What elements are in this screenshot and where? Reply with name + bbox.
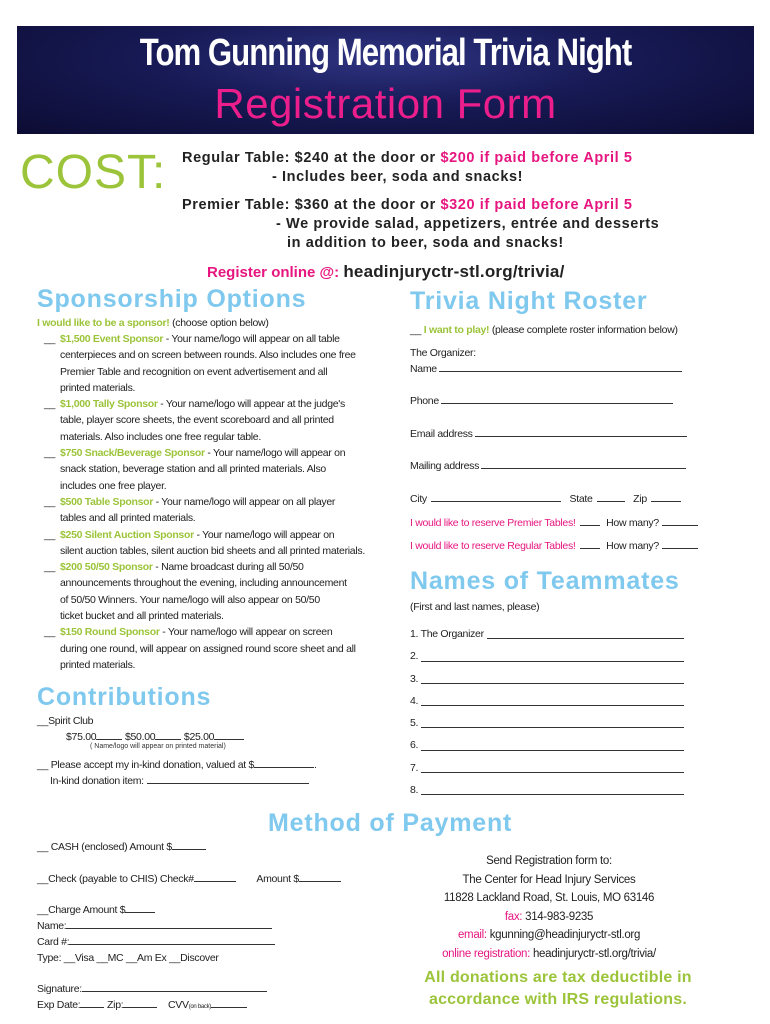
sponsor-option-name: $750 Snack/Beverage Sponsor [60,447,205,460]
inkind-value-field[interactable] [254,757,314,768]
regular-early-price: $200 if paid before April 5 [440,150,633,166]
cash-row [37,839,206,855]
sponsor-option-line [44,641,364,657]
teammate-name-field[interactable] [421,661,684,662]
sponsor-intro-highlight: I would like to be a sponsor! [37,317,170,329]
teammate-row [410,642,700,664]
regular-reserve-label: I would like to reserve Regular Tables! [410,540,576,552]
zip-label: Zip [633,493,647,505]
amount-50[interactable]: $50.00 [124,731,156,743]
cash-label: __ CASH (enclosed) Amount $ [37,841,172,853]
signature-label: Signature: [37,983,82,995]
charge-row [37,902,155,918]
check-row [37,871,341,887]
inkind-donation-label: __ Please accept my in-kind donation, valued at $ [37,759,255,771]
sponsor-option-description: ticket bucket and all printed materials. [60,610,224,623]
amount-75-blank[interactable] [96,729,122,740]
card-number-row [37,934,275,950]
card-name-label: Name: [37,920,67,932]
sponsor-option-line [44,396,364,412]
cvv-note: (on back) [188,1004,211,1010]
sponsor-option-line [44,657,364,673]
contributions-heading: Contributions [37,683,212,711]
sponsor-option-line [44,412,364,428]
sponsor-option-description: materials. Also includes one free regular table. [60,430,261,443]
sponsor-option-description: Premier Table and recognition on event advertisement and all [60,365,328,378]
organizer-name-field[interactable] [439,361,682,372]
tax-line-2: accordance with IRS regulations. [428,991,688,1008]
email-line [396,926,702,945]
city-state-zip-row [410,491,681,507]
sponsor-option-description: silent auction tables, silent auction bid sheets and all printed materials. [60,544,365,557]
form-title: Registration Form [214,80,557,127]
premier-table-note-2: in addition to beer, soda and snacks! [287,235,564,251]
sponsor-option-checkbox[interactable]: __ [44,528,56,541]
sponsor-option-line [44,559,364,575]
sponsor-option-name: $250 Silent Auction Sponsor [60,528,194,541]
state-field[interactable] [597,491,625,502]
regular-how-many-label: How many? [606,540,659,552]
city-field[interactable] [431,491,561,502]
card-number-label: Card #: [37,936,70,948]
inkind-item [50,773,309,789]
fax-line [396,908,702,927]
teammate-row [410,620,700,642]
teammate-name-field[interactable] [421,727,684,728]
email-label: Email address [410,428,473,440]
teammate-name-field[interactable] [421,705,684,706]
sponsor-option [44,396,364,445]
sponsor-option-description: - Your name/logo will appear on all table [163,333,340,345]
charge-label: __Charge Amount $ [37,904,126,916]
check-number-field[interactable] [194,871,236,882]
cvv-label: CVV [167,999,189,1011]
check-amount-field[interactable] [299,871,341,882]
teammate-row [410,665,700,687]
teammate-label: 1. The Organizer [410,628,484,640]
org-name: The Center for Head Injury Services [462,873,636,886]
sponsor-option-line [44,364,364,380]
cash-amount-field[interactable] [172,839,206,850]
sponsor-intro [37,315,269,331]
want-to-play-text: (please complete roster information below) [489,324,678,336]
sponsor-option-line [44,527,364,543]
sponsor-option-description: snack station, beverage station and all printed materials. Also [60,463,326,476]
email-address[interactable]: kgunning@headinjuryctr-stl.org [486,929,641,942]
online-label: online registration: [442,947,531,960]
sponsor-option-description: - Name broadcast during all 50/50 [152,561,304,574]
sponsor-option [44,331,364,396]
teammate-name-field[interactable] [487,638,684,639]
send-to: Send Registration form to: [486,855,612,867]
sponsor-option-description: - Your name/logo will appear on all player [153,495,336,508]
mailing-label: Mailing address [410,460,480,472]
sponsor-intro-text: (choose option below) [169,317,269,329]
card-zip-label: Zip: [107,999,124,1011]
sponsor-option-name: $1,500 Event Sponsor [60,333,164,345]
regular-table-note: - Includes beer, soda and snacks! [272,169,524,185]
check-label: __Check (payable to CHIS) Check# [37,873,194,885]
sponsor-option-description: of 50/50 Winners. Your name/logo will also appear on 50/50 [60,593,320,606]
signature-field[interactable] [82,981,267,992]
organizer-label: The Organizer: [410,347,476,359]
teammates-list [410,620,700,798]
sponsor-option-name: $1,000 Tally Sponsor [60,398,158,411]
premier-early-price: $320 if paid before April 5 [440,197,633,213]
sponsor-option [44,559,364,624]
regular-table-price [182,150,633,166]
city-label: City [410,493,427,505]
want-to-play-highlight: I want to play! [423,324,490,336]
sponsor-option-description: table, player score sheets, the event scoreboard and all printed [60,414,334,427]
sponsor-option-checkbox[interactable]: __ [44,495,56,508]
mailing-field[interactable] [481,458,686,469]
sponsor-option [44,527,364,560]
email-label-pay: email: [457,929,487,942]
card-name-row [37,918,272,934]
phone-field[interactable] [441,393,673,404]
sponsor-option-description: - Your name/logo will appear on screen [159,626,333,639]
sponsor-option-checkbox[interactable]: __ [44,333,56,345]
teammates-note: (First and last names, please) [410,601,540,613]
premier-reserve-field[interactable] [580,515,600,526]
premier-price-text: Premier Table: $360 at the door or [182,197,441,213]
phone-row [410,393,673,409]
sponsor-option-checkbox[interactable]: __ [44,398,56,411]
inkind-item-label: In-kind donation item: [50,775,144,787]
sponsor-option-line [44,575,364,591]
teammate-label: 3. [410,672,419,685]
online-url[interactable]: headinjuryctr-stl.org/trivia/ [530,947,656,960]
mailing-row [410,458,686,474]
sponsor-option-description: - Your name/logo will appear on [204,447,346,460]
teammate-row [410,709,700,731]
tax-line-1: All donations are tax deductible in [424,969,692,986]
fax-number: 314-983-9235 [522,910,594,923]
teammate-name-field[interactable] [421,772,684,773]
sponsor-option-line [44,510,364,526]
sponsor-option-description: includes one free player. [60,479,167,492]
sponsor-option-line [44,478,364,494]
sponsor-option-description: - Your name/logo will appear on [193,528,335,541]
card-zip-field[interactable] [123,997,157,1008]
teammate-row [410,687,700,709]
teammate-label: 7. [410,761,419,774]
premier-reserve-row [410,515,698,531]
sponsor-option-description: printed materials. [60,658,136,671]
sponsor-option-line [44,543,364,559]
online-line [396,945,702,964]
premier-table-price [182,197,633,213]
sponsor-option-checkbox[interactable]: __ [44,626,56,639]
premier-table-note-1: - We provide salad, appetizers, entrée and desserts [276,216,660,232]
regular-reserve-row [410,538,698,554]
zip-field[interactable] [651,491,681,502]
want-to-play-blank[interactable]: __ [410,324,422,336]
sponsor-option-line [44,445,364,461]
sponsor-option-line [44,331,364,347]
sponsor-option-name: $150 Round Sponsor [60,626,160,639]
sponsor-option-line [44,461,364,477]
payment-heading: Method of Payment [268,809,513,837]
sponsor-option-line [44,380,364,396]
sponsor-option-line [44,608,364,624]
premier-reserve-label: I would like to reserve Premier Tables! [410,517,576,529]
sponsor-option-line [44,624,364,640]
sponsor-option-checkbox[interactable]: __ [44,561,56,574]
email-field[interactable] [475,426,687,437]
spirit-club-option[interactable]: __Spirit Club [37,715,94,727]
sponsor-option-line [44,494,364,510]
signature-row [37,981,267,997]
sponsor-options-list [44,331,364,673]
sponsor-option-line [44,592,364,608]
email-row [410,426,687,442]
sponsor-option [44,494,364,527]
check-amount-label: Amount $ [256,873,299,885]
regular-price-text: Regular Table: $240 at the door or [182,150,441,166]
sponsor-option [44,624,364,673]
sponsor-option-name: $200 50/50 Sponsor [60,561,153,574]
sponsor-option-line [44,429,364,445]
mailing-info [396,852,702,964]
sponsorship-heading: Sponsorship Options [37,285,307,313]
sponsor-option-description: tables and all printed materials. [60,512,196,525]
inkind-donation: __ Please accept my in-kind donation, valued at $ . [37,759,317,771]
amount-75[interactable]: $75.00 [66,731,97,743]
premier-how-many-field[interactable] [662,515,698,526]
register-online-label: Register online @: [207,264,340,281]
sponsor-option-line [44,347,364,363]
teammate-name-field[interactable] [421,683,684,684]
tax-deductible-note [380,967,736,1011]
teammate-label: 4. [410,694,419,707]
premier-how-many-label: How many? [606,517,659,529]
card-number-field[interactable] [69,934,275,945]
state-label: State [569,493,593,505]
teammate-label: 8. [410,784,419,797]
roster-heading: Trivia Night Roster [410,287,648,315]
amount-25-blank[interactable] [214,729,244,740]
sponsor-option [44,445,364,494]
exp-label: Exp Date: [37,999,81,1011]
exp-row [37,997,247,1015]
register-online-url[interactable]: headinjuryctr-stl.org/trivia/ [343,262,565,281]
teammate-name-field[interactable] [421,750,684,751]
sponsor-option-description: - Your name/logo will appear at the judge's [157,398,345,411]
sponsor-option-description: centerpieces and on screen between rounds. Also includes one free [60,349,356,362]
organizer-name-label: Name [410,363,437,375]
inkind-item-field[interactable] [147,773,309,784]
teammate-label: 2. [410,650,419,663]
event-title: Tom Gunning Memorial Trivia Night [139,32,632,74]
teammate-name-field[interactable] [421,794,684,795]
fax-label: fax: [504,910,523,923]
phone-label: Phone [410,395,439,407]
teammate-row [410,776,700,798]
want-to-play [410,322,678,338]
amount-25[interactable]: $25.00 [183,731,215,743]
sponsor-option-description: during one round, will appear on assigned round score sheet and all [60,642,356,655]
teammate-label: 6. [410,739,419,752]
sponsor-option-checkbox[interactable]: __ [44,447,56,460]
regular-how-many-field[interactable] [662,538,698,549]
sponsor-option-description: announcements throughout the evening, including announcement [60,577,347,590]
amount-50-blank[interactable] [155,729,181,740]
header-banner [17,26,754,134]
organizer-name-row [410,361,682,377]
card-name-field[interactable] [66,918,272,929]
register-online [207,262,565,282]
org-address: 11828 Lackland Road, St. Louis, MO 63146 [443,892,655,905]
amount-note: ( Name/logo will appear on printed material) [90,743,226,750]
teammates-heading: Names of Teammates [410,567,680,595]
charge-amount-field[interactable] [125,902,155,913]
sponsor-option-description: printed materials. [60,381,136,394]
teammate-row [410,731,700,753]
regular-reserve-field[interactable] [580,538,600,549]
exp-field[interactable] [80,997,104,1008]
teammate-label: 5. [410,717,419,730]
cvv-field[interactable] [211,997,247,1008]
card-type-row[interactable]: Type: __Visa __MC __Am Ex __Discover [37,952,219,964]
sponsor-option-name: $500 Table Sponsor [60,495,154,508]
teammate-row [410,754,700,776]
cost-label: COST: [20,146,167,199]
